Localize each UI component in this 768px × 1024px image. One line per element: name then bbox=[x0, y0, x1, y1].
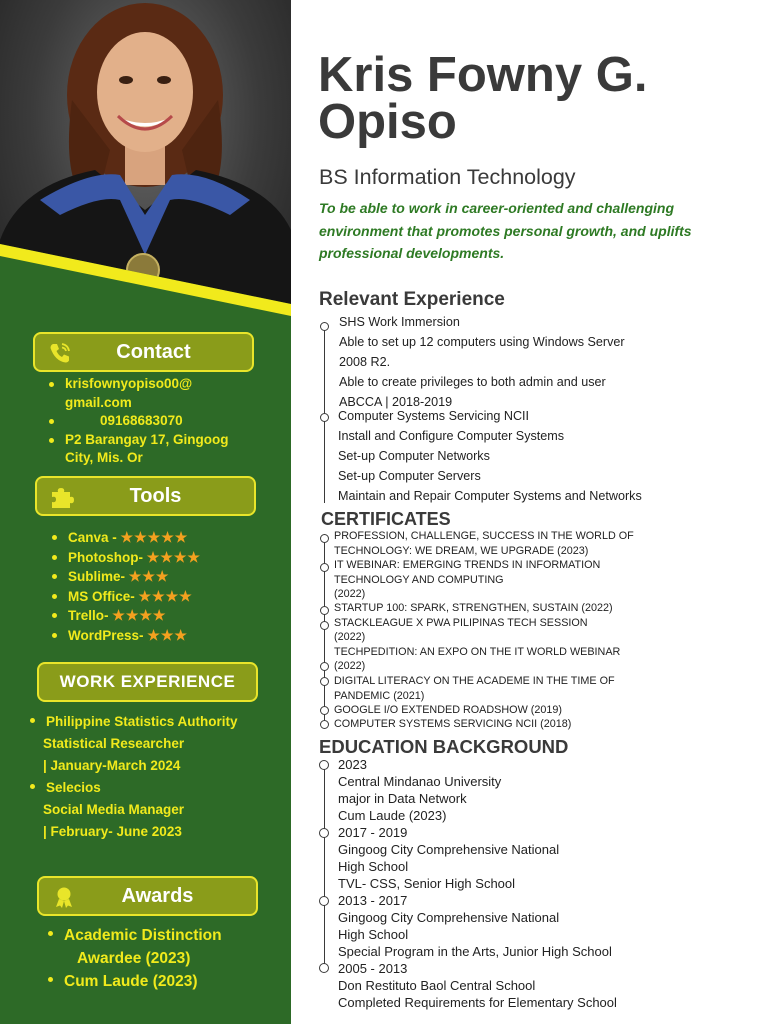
experience-line: Computer Systems Servicing NCII bbox=[338, 409, 530, 423]
experience-line: Able to create privileges to both admin and user bbox=[339, 375, 606, 389]
education-line: major in Data Network bbox=[338, 791, 467, 806]
tool-item bbox=[51, 606, 261, 626]
education-line: Gingoog City Comprehensive National bbox=[338, 842, 560, 857]
timeline-dot bbox=[319, 963, 329, 973]
certificate-item: STACKLEAGUE X PWA PILIPINAS TECH SESSION bbox=[334, 617, 588, 629]
experience-line: Set-up Computer Servers bbox=[338, 469, 481, 483]
timeline-dot bbox=[320, 720, 329, 729]
timeline-dot bbox=[319, 896, 329, 906]
tools-heading-box bbox=[35, 476, 256, 516]
degree-title: BS Information Technology bbox=[319, 165, 576, 189]
experience-line: 2008 R2. bbox=[339, 355, 391, 369]
certificate-item: IT WEBINAR: EMERGING TRENDS IN INFORMATION TECHNOLOGY AND COMPUTING bbox=[334, 559, 601, 586]
certificates-heading: CERTIFICATES bbox=[321, 509, 451, 529]
education-heading: EDUCATION BACKGROUND bbox=[319, 736, 569, 757]
job-period: | February- June 2023 bbox=[43, 824, 182, 839]
decorative-diagonal-band bbox=[0, 230, 291, 340]
education-line: TVL- CSS, Senior High School bbox=[338, 876, 516, 891]
education-line: Special Program in the Arts, Junior High School bbox=[338, 944, 612, 959]
timeline-dot bbox=[319, 828, 329, 838]
job-period: | January-March 2024 bbox=[43, 758, 181, 773]
full-name: Kris Fowny G. Opiso bbox=[318, 48, 648, 149]
tools-heading: Tools bbox=[129, 484, 182, 507]
education-line: Cum Laude (2023) bbox=[338, 808, 447, 823]
education-timeline-line bbox=[324, 768, 325, 970]
phone-icon bbox=[47, 340, 73, 366]
tool-rating-stars: ★★★★ bbox=[112, 607, 167, 623]
tool-name: Canva - bbox=[68, 530, 117, 545]
certificate-item: (2022) bbox=[334, 631, 366, 643]
timeline-dot bbox=[319, 760, 329, 770]
tool-rating-stars: ★★★★ bbox=[146, 548, 201, 565]
tool-item bbox=[51, 626, 261, 646]
tool-name: Sublime- bbox=[68, 569, 126, 584]
job-company: Philippine Statistics Authority bbox=[29, 711, 289, 733]
tool-name: MS Office- bbox=[68, 588, 135, 604]
left-sidebar bbox=[0, 0, 291, 1024]
contact-phone[interactable]: 09168683070 bbox=[48, 412, 258, 431]
tool-item bbox=[51, 548, 261, 568]
job-role: Social Media Manager bbox=[43, 802, 185, 817]
tool-item bbox=[51, 587, 261, 607]
education-year: 2023 bbox=[338, 757, 367, 772]
timeline-dot bbox=[320, 677, 329, 686]
tool-item bbox=[51, 567, 261, 587]
education-year: 2017 - 2019 bbox=[338, 825, 408, 840]
tools-list bbox=[51, 528, 261, 645]
award-item: Academic Distinction bbox=[47, 924, 287, 947]
experience-line: Maintain and Repair Computer Systems and Networks bbox=[338, 489, 642, 503]
timeline-dot bbox=[320, 413, 329, 422]
tool-name: Trello- bbox=[68, 608, 109, 623]
certificate-item: GOOGLE I/O EXTENDED ROADSHOW (2019) bbox=[334, 704, 562, 716]
timeline-dot bbox=[320, 621, 329, 630]
contact-address: P2 Barangay 17, Gingoog City, Mis. Or bbox=[48, 431, 258, 468]
work-experience-list bbox=[29, 711, 289, 843]
work-experience-heading: WORK EXPERIENCE bbox=[59, 672, 236, 691]
award-item: Cum Laude (2023) bbox=[47, 970, 287, 993]
contact-heading-box bbox=[33, 332, 254, 372]
awards-heading: Awards bbox=[121, 884, 194, 907]
timeline-dot bbox=[320, 563, 329, 572]
education-line: Completed Requirements for Elementary School bbox=[338, 995, 617, 1010]
tool-rating-stars: ★★★★★ bbox=[120, 529, 189, 545]
awards-list bbox=[47, 924, 287, 993]
job-role: Statistical Researcher bbox=[43, 736, 185, 751]
puzzle-piece-icon bbox=[49, 484, 75, 510]
timeline-dot bbox=[320, 706, 329, 715]
experience-line: Able to set up 12 computers using Windows Server bbox=[339, 335, 625, 349]
certificate-item: STARTUP 100: SPARK, STRENGTHEN, SUSTAIN (2022) bbox=[334, 602, 613, 614]
experience-line: Set-up Computer Networks bbox=[338, 449, 490, 463]
timeline-dot bbox=[320, 322, 329, 331]
work-experience-heading-box bbox=[37, 662, 258, 702]
certificate-item: (2022) bbox=[334, 660, 366, 672]
tool-item bbox=[51, 528, 261, 548]
tool-rating-stars: ★★★ bbox=[147, 626, 188, 643]
education-year: 2013 - 2017 bbox=[338, 893, 408, 908]
timeline-dot bbox=[320, 662, 329, 671]
education-line: Central Mindanao University bbox=[338, 774, 502, 789]
contact-email[interactable]: krisfownyopiso00@ gmail.com bbox=[48, 375, 258, 412]
awards-heading-box bbox=[37, 876, 258, 916]
certificate-item: COMPUTER SYSTEMS SERVICING NCII (2018) bbox=[334, 718, 572, 730]
certificate-item: DIGITAL LITERACY ON THE ACADEME IN THE TIME OF PANDEMIC (2021) bbox=[334, 675, 615, 702]
experience-line: ABCCA | 2018-2019 bbox=[339, 395, 453, 409]
experience-line: Install and Configure Computer Systems bbox=[338, 429, 565, 443]
education-year: 2005 - 2013 bbox=[338, 961, 408, 976]
certificate-item: TECHPEDITION: AN EXPO ON THE IT WORLD WEBINAR bbox=[334, 646, 621, 658]
career-objective: To be able to work in career-oriented and challenging environment that promotes personal growth, and uplifts professional developments. bbox=[319, 200, 692, 261]
tool-name: Photoshop- bbox=[68, 549, 143, 565]
education-line: Don Restituto Baol Central School bbox=[338, 978, 536, 993]
education-line: High School bbox=[338, 859, 409, 874]
tool-rating-stars: ★★★ bbox=[128, 568, 170, 584]
timeline-dot bbox=[320, 534, 329, 543]
contact-heading: Contact bbox=[116, 340, 191, 363]
timeline-dot bbox=[320, 606, 329, 615]
award-medal-icon bbox=[51, 884, 77, 910]
education-line: Gingoog City Comprehensive National bbox=[338, 910, 560, 925]
contact-list bbox=[48, 375, 258, 468]
award-item-continuation: Awardee (2023) bbox=[77, 950, 191, 967]
tool-rating-stars: ★★★★ bbox=[138, 587, 193, 604]
experience-line: SHS Work Immersion bbox=[339, 315, 460, 329]
job-company: Selecios bbox=[29, 777, 289, 799]
education-line: High School bbox=[338, 927, 409, 942]
tool-name: WordPress- bbox=[68, 627, 144, 643]
certificate-item: PROFESSION, CHALLENGE, SUCCESS IN THE WORLD OF TECHNOLOGY: WE DREAM, WE UPGRADE (2023) bbox=[334, 530, 634, 557]
experience-heading: Relevant Experience bbox=[319, 289, 505, 310]
certificate-item: (2022) bbox=[334, 588, 366, 600]
